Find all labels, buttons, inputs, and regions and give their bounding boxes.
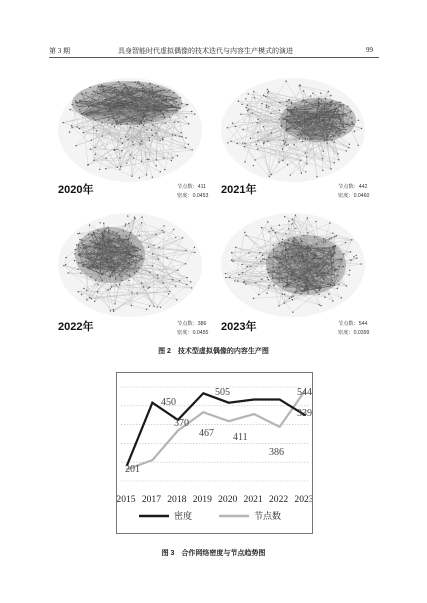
network-panel-2023 [218,210,378,335]
panel-year: 2023年 [221,321,257,333]
panel-year: 2020年 [58,184,94,196]
figure-3-chart [116,372,313,534]
data-label: 386 [269,447,284,458]
x-tick-label: 2015 [117,494,136,505]
running-title: 具身智能时代虚拟偶像的技术迭代与内容生产模式的演进 [118,47,293,55]
network-graph [218,75,368,185]
issue-number: 第 3 期 [49,47,70,55]
node-count: 节点数：411 [177,184,207,190]
network-graph [55,210,205,320]
x-tick-label: 2023 [294,494,312,505]
panel-year: 2022年 [58,321,94,333]
x-tick-label: 2018 [167,494,187,505]
density-value: 密度：0.0460 [338,193,370,199]
node-count: 节点数：442 [338,184,368,190]
data-point [279,399,281,401]
header-rule [49,57,379,58]
network-graph [218,210,368,320]
legend [139,510,281,522]
x-tick-label: 2022 [268,494,289,505]
data-point [152,459,154,461]
node-count: 节点数：386 [177,321,207,327]
data-label: 201 [125,464,140,475]
data-label: 467 [199,428,214,439]
page-number: 99 [366,46,373,54]
data-label: 339 [297,408,312,419]
density-value: 密度：0.0453 [177,193,209,199]
x-tick-label: 2020 [218,494,238,505]
node-count: 节点数：544 [338,321,368,327]
data-point [279,426,281,428]
data-point [228,420,230,422]
data-label: 450 [161,397,176,408]
network-graph [55,75,205,185]
legend-label-density: 密度 [174,512,193,522]
data-point [177,430,179,432]
network-panel-2020 [55,75,215,200]
data-label: 505 [215,387,230,398]
data-point [253,413,255,415]
panel-year: 2021年 [221,184,257,196]
x-tick-label: 2019 [192,494,212,505]
data-point [253,399,255,401]
data-point [228,402,230,404]
trend-chart-svg [117,373,312,533]
network-panel-2021 [218,75,378,200]
x-tick-label: 2021 [243,494,263,505]
data-point [202,392,204,394]
data-label: 544 [297,387,312,398]
figure-2-caption: 图 2 技术型虚拟偶像的内容生产图 [158,348,269,355]
x-tick-label: 2017 [141,494,162,505]
density-value: 密度：0.0455 [177,330,209,336]
data-label: 370 [174,418,189,429]
figure-3-caption: 图 3 合作网络密度与节点趋势图 [161,550,266,557]
legend-label-nodes: 节点数 [254,512,282,522]
density-value: 密度：0.0399 [338,330,370,336]
network-panel-2022 [55,210,215,335]
data-label: 411 [233,432,248,443]
data-point [202,411,204,413]
data-point [152,402,154,404]
